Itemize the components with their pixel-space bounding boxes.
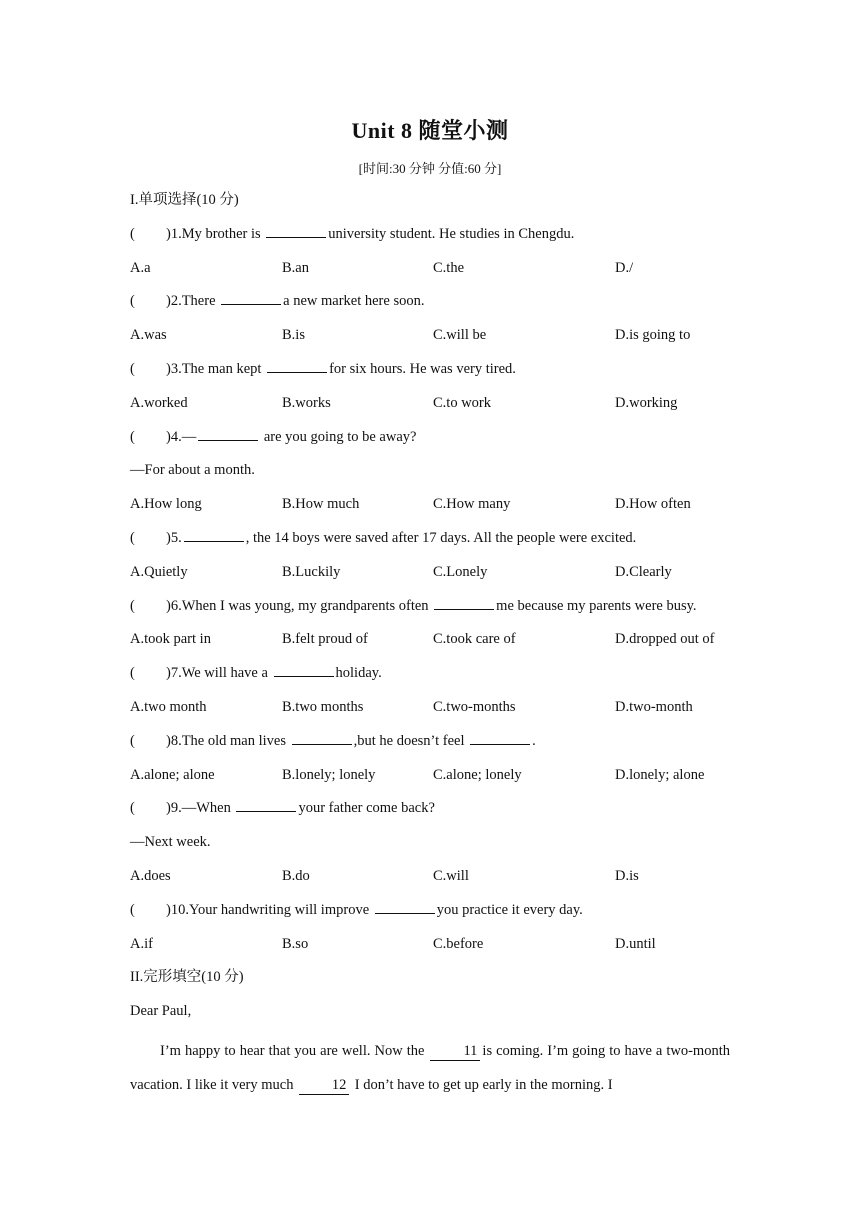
question-text: )3.The man kept — [166, 360, 266, 377]
answer-option[interactable]: B.an — [282, 259, 309, 276]
answer-option[interactable]: C.before — [433, 935, 484, 952]
question-text: for six hours. He was very tired. — [329, 360, 516, 377]
question-text: . — [532, 732, 536, 749]
option-row — [130, 562, 730, 596]
question-text: you practice it every day. — [436, 901, 583, 918]
answer-option[interactable]: A.worked — [130, 394, 188, 411]
answer-option[interactable]: D.How often — [615, 496, 691, 513]
answer-bracket[interactable]: ( — [130, 665, 135, 682]
question-stem — [130, 224, 730, 258]
question-text: holiday. — [335, 665, 382, 682]
answer-option[interactable]: B.works — [282, 394, 331, 411]
question-blank — [184, 541, 244, 542]
answer-option[interactable]: C.will be — [433, 327, 487, 344]
answer-option[interactable]: A.was — [130, 327, 167, 344]
question-text: )6.When I was young, my grandparents often — [166, 597, 433, 614]
answer-option[interactable]: B.How much — [282, 496, 360, 513]
question-stem — [130, 663, 730, 697]
option-row — [130, 934, 730, 968]
question-blank — [221, 304, 281, 305]
question-blank — [266, 237, 326, 238]
answer-option[interactable]: A.a — [130, 259, 151, 276]
passage-text: is coming. I’m going to have a two-month vacation. I like it very much — [130, 1042, 730, 1093]
answer-option[interactable]: D.is going to — [615, 327, 691, 344]
question-stem — [130, 596, 730, 630]
answer-bracket[interactable]: ( — [130, 360, 135, 377]
question-text: me because my parents were busy. — [496, 597, 697, 614]
question-stem — [130, 291, 730, 325]
question-text: )5. — [166, 529, 182, 546]
answer-option[interactable]: D.dropped out of — [615, 631, 715, 648]
question-text: university student. He studies in Chengdu. — [328, 225, 575, 242]
answer-option[interactable]: A.Quietly — [130, 563, 188, 580]
option-row — [130, 494, 730, 528]
answer-bracket[interactable]: ( — [130, 428, 135, 445]
question-blank — [292, 744, 352, 745]
question-text: your father come back? — [298, 800, 435, 817]
answer-option[interactable]: D.lonely; alone — [615, 766, 705, 783]
answer-option[interactable]: C.two-months — [433, 698, 516, 715]
section-heading: II.完形填空(10 分) — [130, 969, 244, 986]
passage-blank[interactable]: 12 — [299, 1076, 349, 1095]
answer-bracket[interactable]: ( — [130, 529, 135, 546]
answer-option[interactable]: A.How long — [130, 496, 202, 513]
question-text: )2.There — [166, 293, 220, 310]
question-text: , the 14 boys were saved after 17 days. All the people were excited. — [245, 529, 637, 546]
answer-option[interactable]: B.felt proud of — [282, 631, 368, 648]
dialogue-response: —Next week. — [130, 834, 211, 851]
answer-option[interactable]: D.working — [615, 394, 678, 411]
dialogue-response: —For about a month. — [130, 462, 255, 479]
letter-greeting: Dear Paul, — [130, 1003, 192, 1020]
question-blank — [375, 913, 435, 914]
answer-option[interactable]: B.is — [282, 327, 305, 344]
answer-option[interactable]: A.alone; alone — [130, 766, 215, 783]
answer-option[interactable]: C.will — [433, 867, 469, 884]
option-row — [130, 258, 730, 292]
question-text: ,but he doesn’t feel — [353, 732, 469, 749]
question-blank — [434, 609, 494, 610]
passage-text: I don’t have to get up early in the morning. I — [351, 1076, 613, 1093]
answer-bracket[interactable]: ( — [130, 901, 135, 918]
answer-bracket[interactable]: ( — [130, 293, 135, 310]
option-row — [130, 393, 730, 427]
answer-option[interactable]: B.do — [282, 867, 310, 884]
worksheet-content — [130, 190, 730, 1103]
section-heading: I.单项选择(10 分) — [130, 192, 239, 208]
passage-paragraph — [130, 1035, 730, 1103]
question-stem — [130, 427, 730, 461]
question-blank — [470, 744, 530, 745]
answer-option[interactable]: B.two months — [282, 698, 364, 715]
option-row — [130, 697, 730, 731]
answer-option[interactable]: C.the — [433, 259, 465, 276]
question-text: )8.The old man lives — [166, 732, 290, 749]
option-row — [130, 629, 730, 663]
answer-option[interactable]: C.Lonely — [433, 563, 488, 580]
answer-option[interactable]: B.lonely; lonely — [282, 766, 376, 783]
answer-option[interactable]: D.is — [615, 867, 639, 884]
question-text: )4.— — [166, 428, 197, 445]
question-text: are you going to be away? — [260, 428, 417, 445]
answer-option[interactable]: A.if — [130, 935, 153, 952]
question-blank — [198, 440, 258, 441]
question-stem — [130, 798, 730, 832]
answer-option[interactable]: A.does — [130, 867, 171, 884]
answer-option[interactable]: A.two month — [130, 698, 207, 715]
passage-text: I’m happy to hear that you are well. Now the — [160, 1042, 429, 1059]
question-stem — [130, 528, 730, 562]
page-title: Unit 8 随堂小测 — [351, 118, 509, 143]
answer-option[interactable]: C.How many — [433, 496, 511, 513]
passage-blank[interactable]: 11 — [430, 1042, 480, 1061]
question-blank — [236, 811, 296, 812]
question-text: )7.We will have a — [166, 665, 272, 682]
answer-option[interactable]: B.so — [282, 935, 309, 952]
question-blank — [267, 372, 327, 373]
answer-bracket[interactable]: ( — [130, 597, 135, 614]
question-list — [130, 224, 730, 968]
answer-option[interactable]: B.Luckily — [282, 563, 341, 580]
answer-bracket[interactable]: ( — [130, 732, 135, 749]
time-score-info: [时间:30 分钟 分值:60 分] — [358, 161, 502, 176]
question-stem — [130, 359, 730, 393]
answer-option[interactable]: D.two-month — [615, 698, 693, 715]
option-row — [130, 866, 730, 900]
option-row — [130, 765, 730, 799]
question-text: )1.My brother is — [166, 225, 265, 242]
answer-option[interactable]: C.alone; lonely — [433, 766, 522, 783]
answer-option[interactable]: D.until — [615, 935, 656, 952]
question-stem — [130, 731, 730, 765]
answer-option[interactable]: C.took care of — [433, 631, 516, 648]
question-text: a new market here soon. — [283, 293, 425, 310]
answer-option[interactable]: D./ — [615, 259, 634, 276]
question-blank — [274, 676, 334, 677]
question-text: )10.Your handwriting will improve — [166, 901, 373, 918]
answer-bracket[interactable]: ( — [130, 225, 135, 242]
question-text: )9.—When — [166, 800, 235, 817]
answer-option[interactable]: A.took part in — [130, 631, 211, 648]
answer-bracket[interactable]: ( — [130, 800, 135, 817]
option-row — [130, 325, 730, 359]
answer-option[interactable]: C.to work — [433, 394, 491, 411]
question-stem — [130, 900, 730, 934]
answer-option[interactable]: D.Clearly — [615, 563, 672, 580]
